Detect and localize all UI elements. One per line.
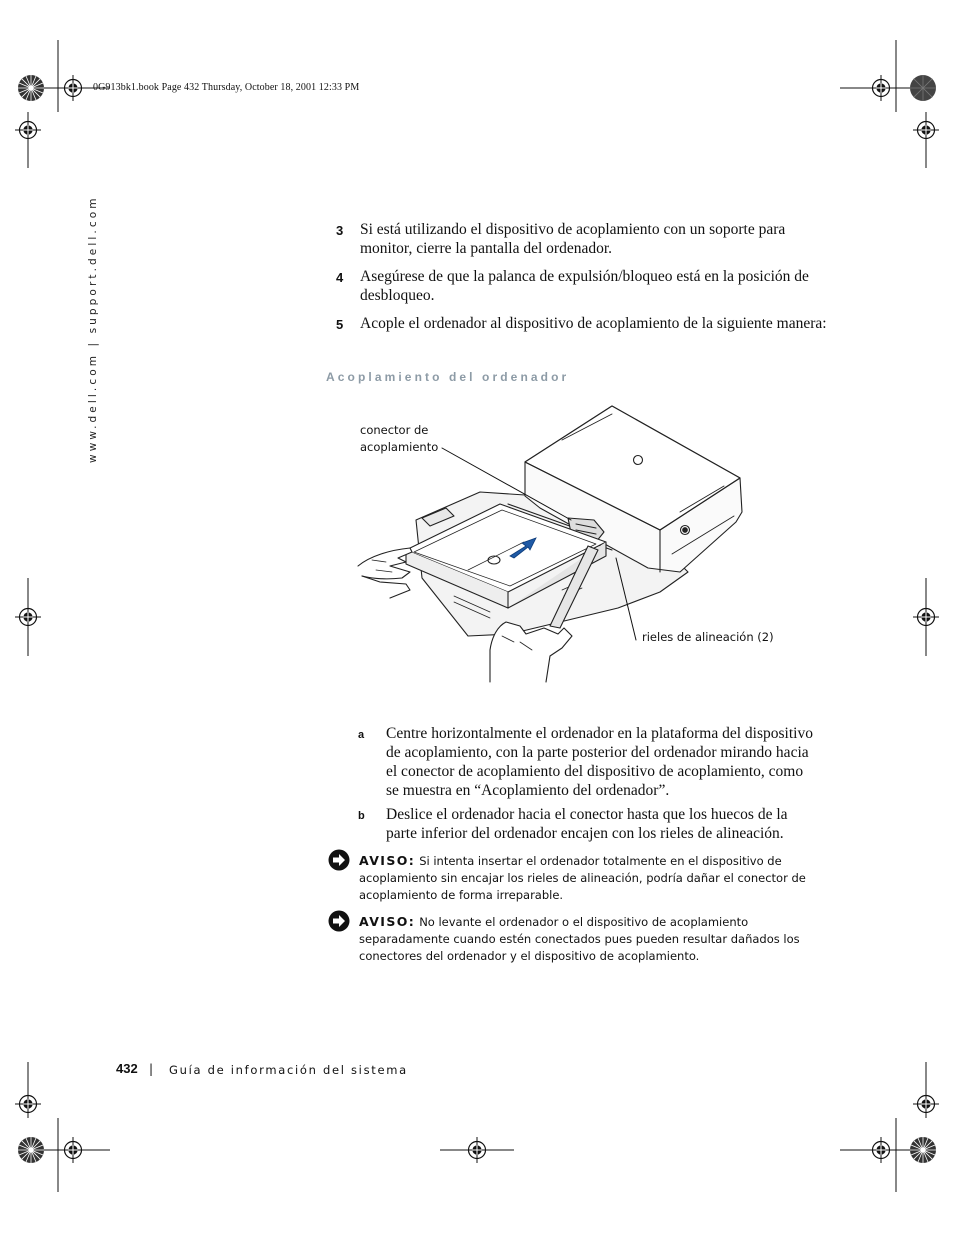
- notice-block: [359, 913, 824, 965]
- notice-arrow-icon: [328, 910, 350, 932]
- notice-text: No levante el ordenador o el dispositivo de acoplamiento separadamente cuando estén conectados pues pueden resultar dañados los conectores del ordenador y el dispositivo de acoplamiento.: [359, 915, 800, 963]
- sidebar-url: www.dell.com | support.dell.com: [87, 195, 99, 463]
- substep-item: [358, 724, 818, 800]
- step-number: 4: [336, 270, 344, 285]
- callout-connector-line1: conector de: [360, 423, 429, 437]
- notice-text: Si intenta insertar el ordenador totalmente en el dispositivo de acoplamiento sin encajar los rieles de alineación, podría dañar el conector de acoplamiento de forma irreparable.: [359, 854, 806, 902]
- callout-rails: rieles de alineación (2): [642, 630, 774, 644]
- figure-title: Acoplamiento del ordenador: [326, 370, 570, 384]
- step-text: Si está utilizando el dispositivo de acoplamiento con un soporte para monitor, cierre la pantalla del ordenador.: [360, 221, 786, 257]
- page-number: 432: [116, 1061, 138, 1076]
- substep-item: [358, 805, 818, 843]
- notice-block: [359, 852, 824, 904]
- step-text: Acople el ordenador al dispositivo de acoplamiento de la siguiente manera:: [360, 315, 827, 332]
- footer-separator: |: [149, 1062, 154, 1076]
- substep-text: Centre horizontalmente el ordenador en la plataforma del dispositivo de acoplamiento, con la parte posterior del ordenador mirando hacia el conector de acoplamiento del dispositivo de acoplamiento, como se muestra en “Acoplamiento del ordenador”.: [386, 725, 813, 799]
- footer-book-title: Guía de información del sistema: [169, 1063, 408, 1077]
- notice-label: AVISO:: [359, 853, 416, 868]
- substep-letter: a: [358, 729, 365, 741]
- callout-connector: [360, 422, 438, 456]
- print-header-info: 0G913bk1.book Page 432 Thursday, October 18, 2001 12:33 PM: [93, 82, 360, 93]
- callout-connector-line2: acoplamiento: [360, 440, 439, 454]
- step-item: [336, 267, 830, 305]
- step-item: [336, 314, 830, 333]
- notice-arrow-icon: [328, 849, 350, 871]
- step-number: 5: [336, 317, 344, 332]
- step-number: 3: [336, 223, 344, 238]
- notice-label: AVISO:: [359, 914, 416, 929]
- substep-text: Deslice el ordenador hacia el conector hasta que los huecos de la parte inferior del ordenador encajen con los rieles de alineación.: [386, 806, 788, 842]
- substep-letter: b: [358, 810, 365, 822]
- step-text: Asegúrese de que la palanca de expulsión/bloqueo está en la posición de desbloqueo.: [360, 268, 809, 304]
- step-item: [336, 220, 830, 258]
